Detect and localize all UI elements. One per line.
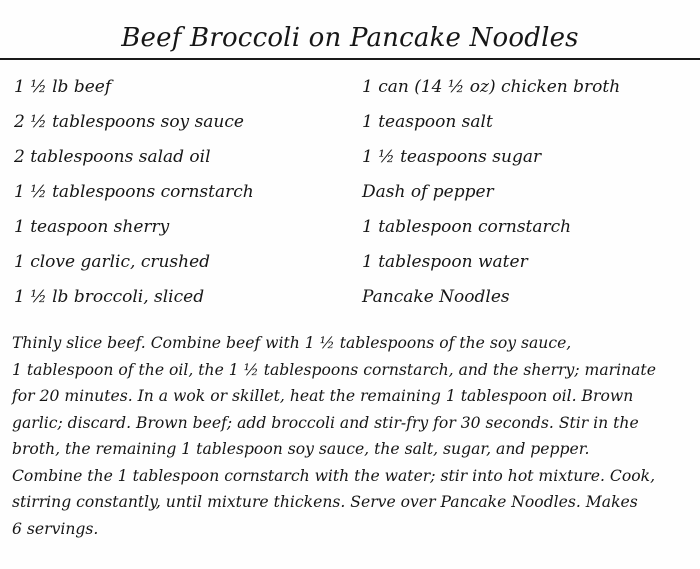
directions-line: garlic; discard. Brown beef; add broccoli and stir-fry for 30 seconds. Stir in the — [12, 413, 639, 432]
ingredient-item: 1 clove garlic, crushed — [14, 252, 211, 272]
directions-line: broth, the remaining 1 tablespoon soy sauce, the salt, sugar, and pepper. — [12, 440, 590, 458]
ingredient-item: 1 ½ tablespoons cornstarch — [14, 182, 254, 202]
ingredient-item: 1 can (14 ½ oz) chicken broth — [362, 77, 621, 97]
ingredients-left-column — [14, 70, 354, 315]
recipe-directions — [12, 330, 690, 542]
directions-line: 1 tablespoon of the oil, the 1 ½ tablespoons cornstarch, and the sherry; marinate — [12, 360, 656, 379]
ingredient-item: 1 tablespoon cornstarch — [362, 217, 572, 237]
directions-line: 6 servings. — [12, 519, 99, 538]
ingredient-item: 1 ½ lb broccoli, sliced — [14, 287, 205, 307]
ingredient-item: 1 ½ lb beef — [14, 77, 112, 97]
ingredients-right-column — [362, 70, 692, 315]
ingredient-item: 1 tablespoon water — [362, 252, 528, 272]
recipe-title: Beef Broccoli on Pancake Noodles — [121, 23, 579, 53]
ingredient-item: Dash of pepper — [362, 182, 494, 202]
ingredient-item: 1 teaspoon sherry — [14, 217, 170, 237]
directions-line: Thinly slice beef. Combine beef with 1 ½ tablespoons of the soy sauce, — [12, 334, 572, 352]
directions-line: Combine the 1 tablespoon cornstarch with the water; stir into hot mixture. Cook, — [12, 466, 656, 485]
ingredient-item: 2 tablespoons salad oil — [14, 147, 211, 167]
ingredient-item: 1 teaspoon salt — [362, 112, 493, 132]
ingredient-item: Pancake Noodles — [362, 287, 510, 307]
directions-line: stirring constantly, until mixture thickens. Serve over Pancake Noodles. Makes — [12, 493, 638, 511]
ingredient-item: 2 ½ tablespoons soy sauce — [14, 112, 244, 132]
title-underline — [0, 58, 700, 60]
directions-line: for 20 minutes. In a wok or skillet, heat the remaining 1 tablespoon oil. Brown — [12, 387, 634, 405]
ingredient-item: 1 ½ teaspoons sugar — [362, 147, 542, 167]
